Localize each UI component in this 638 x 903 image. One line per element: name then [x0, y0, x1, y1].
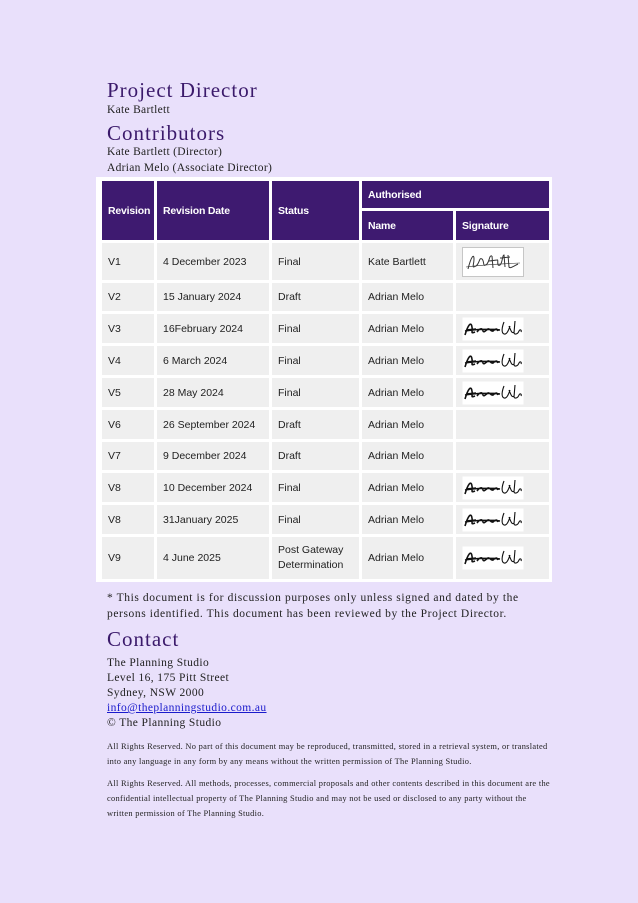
- cell-revision-date: 4 June 2025: [157, 537, 269, 579]
- contact-address-line1: Level 16, 175 Pitt Street: [107, 672, 230, 684]
- cell-revision: V3: [102, 314, 154, 343]
- cell-signature: [456, 378, 549, 407]
- cell-status: Final: [272, 314, 359, 343]
- contributors-heading: Contributors: [107, 121, 226, 145]
- cell-authorised-name: Adrian Melo: [362, 505, 453, 534]
- cell-signature: [456, 314, 549, 343]
- cell-authorised-name: Adrian Melo: [362, 473, 453, 502]
- contributor-item: Adrian Melo (Associate Director): [107, 162, 273, 174]
- legal-paragraph-1: All Rights Reserved. No part of this document may be reproduced, transmitted, stored in a retrieval system, or translated into any language in any form by any means without the written permission of The Planning Studio.: [107, 742, 548, 766]
- cell-signature: [456, 442, 549, 470]
- cell-revision-date: 15 January 2024: [157, 283, 269, 311]
- adrian-melo-signature-icon: [462, 508, 524, 532]
- header-signature: Signature: [456, 211, 549, 240]
- cell-signature: [456, 505, 549, 534]
- cell-authorised-name: Adrian Melo: [362, 378, 453, 407]
- cell-revision-date: 6 March 2024: [157, 346, 269, 375]
- cell-authorised-name: Adrian Melo: [362, 537, 453, 579]
- header-revision-date: Revision Date: [157, 181, 269, 240]
- contributor-item: Kate Bartlett (Director): [107, 146, 223, 158]
- cell-revision-date: 10 December 2024: [157, 473, 269, 502]
- cell-status: Final: [272, 473, 359, 502]
- cell-revision: V4: [102, 346, 154, 375]
- cell-status: Final: [272, 243, 359, 280]
- cell-signature: [456, 410, 549, 439]
- cell-authorised-name: Adrian Melo: [362, 283, 453, 311]
- cell-signature: [456, 283, 549, 311]
- adrian-melo-signature-icon: [462, 476, 524, 500]
- kate-bartlett-signature-icon: [462, 247, 524, 277]
- cell-authorised-name: Kate Bartlett: [362, 243, 453, 280]
- cell-status: Final: [272, 505, 359, 534]
- cell-revision: V8: [102, 473, 154, 502]
- adrian-melo-signature-icon: [462, 546, 524, 570]
- discussion-note: * This document is for discussion purposes only unless signed and dated by the persons identified. This document has been reviewed by the Project Director.: [107, 592, 519, 620]
- adrian-melo-signature-icon: [462, 349, 524, 373]
- header-status: Status: [272, 181, 359, 240]
- cell-authorised-name: Adrian Melo: [362, 314, 453, 343]
- contact-address-line2: Sydney, NSW 2000: [107, 687, 205, 699]
- contact-email-link[interactable]: info@theplanningstudio.com.au: [107, 702, 267, 714]
- cell-revision: V6: [102, 410, 154, 439]
- cell-revision-date: 26 September 2024: [157, 410, 269, 439]
- cell-revision-date: 4 December 2023: [157, 243, 269, 280]
- cell-status: Draft: [272, 283, 359, 311]
- adrian-melo-signature-icon: [462, 317, 524, 341]
- cell-revision-date: 16February 2024: [157, 314, 269, 343]
- cell-revision: V1: [102, 243, 154, 280]
- legal-paragraph-2: All Rights Reserved. All methods, processes, commercial proposals and other contents described in this document are the confidential intellectual property of The Planning Studio and may not be used or disclosed to any party without the written permission of The Planning Studio.: [107, 779, 550, 818]
- cell-status: Draft: [272, 410, 359, 439]
- project-director-name: Kate Bartlett: [107, 104, 170, 116]
- project-director-heading: Project Director: [107, 78, 258, 102]
- adrian-melo-signature-icon: [462, 381, 524, 405]
- cell-authorised-name: Adrian Melo: [362, 346, 453, 375]
- contact-details: [107, 656, 267, 731]
- header-revision: Revision: [102, 181, 154, 240]
- contact-heading: Contact: [107, 627, 180, 651]
- cell-status: Draft: [272, 442, 359, 470]
- cell-revision-date: 9 December 2024: [157, 442, 269, 470]
- cell-revision: V2: [102, 283, 154, 311]
- cell-signature: [456, 346, 549, 375]
- cell-revision: V8: [102, 505, 154, 534]
- contact-copyright: © The Planning Studio: [107, 717, 222, 729]
- cell-revision-date: 28 May 2024: [157, 378, 269, 407]
- cell-status: Final: [272, 346, 359, 375]
- cell-status: Post Gateway Determination: [272, 537, 359, 579]
- cell-signature: [456, 473, 549, 502]
- cell-revision: V9: [102, 537, 154, 579]
- cell-status: Final: [272, 378, 359, 407]
- cell-authorised-name: Adrian Melo: [362, 410, 453, 439]
- cell-revision-date: 31January 2025: [157, 505, 269, 534]
- header-authorised: Authorised: [362, 181, 549, 208]
- header-name: Name: [362, 211, 453, 240]
- cell-revision: V7: [102, 442, 154, 470]
- cell-signature: [456, 243, 549, 280]
- cell-signature: [456, 537, 549, 579]
- cell-authorised-name: Adrian Melo: [362, 442, 453, 470]
- contributors-list: [107, 144, 272, 176]
- contact-company: The Planning Studio: [107, 657, 210, 669]
- revision-table: [96, 177, 552, 582]
- cell-revision: V5: [102, 378, 154, 407]
